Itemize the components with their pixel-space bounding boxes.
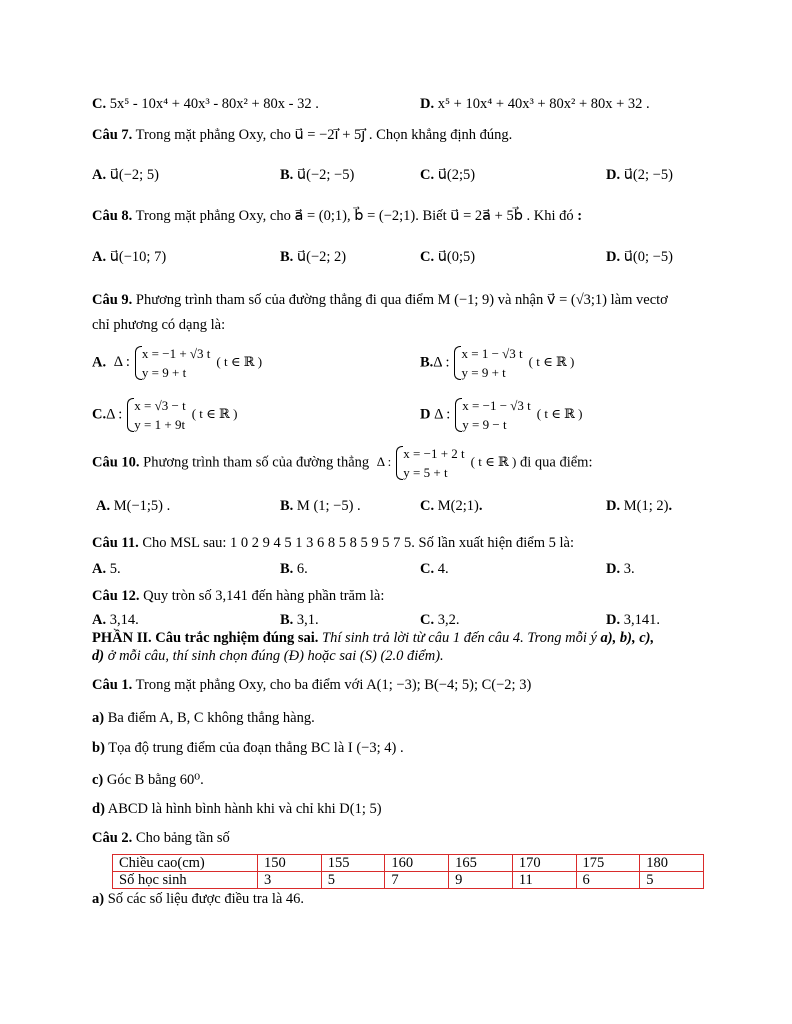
q12-option-d bbox=[606, 612, 660, 629]
q8-option-a bbox=[92, 249, 166, 266]
option-label: A. bbox=[92, 561, 107, 577]
option-text: u⃗(−2; 5) bbox=[109, 167, 159, 183]
table-cell: Số học sinh bbox=[113, 872, 258, 889]
q7-option-d bbox=[606, 167, 673, 184]
option-text: u⃗(0; −5) bbox=[623, 249, 673, 265]
table-cell: 175 bbox=[576, 855, 640, 872]
section-title: PHẦN II. Câu trắc nghiệm đúng sai. bbox=[92, 630, 319, 646]
delta-symbol: Δ : bbox=[106, 406, 123, 423]
option-label: C. bbox=[420, 498, 435, 514]
question-text: Trong mặt phẳng Oxy, cho ba điểm với A(1; −3); B(−4; 5); C(−2; 3) bbox=[135, 677, 532, 693]
option-label: B. bbox=[280, 167, 294, 183]
statement-label: d) bbox=[92, 801, 105, 817]
part2-header-line2 bbox=[92, 648, 444, 665]
delta-symbol: Δ : bbox=[113, 354, 130, 371]
q11-option-c bbox=[420, 561, 449, 578]
option-label: A. bbox=[92, 612, 107, 628]
p2q1-statement-d bbox=[92, 801, 382, 818]
option-text: M(2;1) bbox=[437, 498, 479, 514]
question-label: Câu 9. bbox=[92, 292, 133, 308]
statement-text: Số các số liệu được điều tra là 46. bbox=[107, 891, 305, 907]
option-label: B. bbox=[280, 249, 294, 265]
option-label: A. bbox=[96, 498, 111, 514]
option-label: C. bbox=[92, 96, 107, 112]
table-cell: 155 bbox=[321, 855, 385, 872]
statement-text: Tọa độ trung điểm của đoạn thẳng BC là I (−3; 4) . bbox=[108, 740, 404, 756]
p2q1-statement-b bbox=[92, 740, 404, 757]
question-label: Câu 7. bbox=[92, 127, 133, 143]
question-label: Câu 8. bbox=[92, 208, 133, 224]
q11-stem bbox=[92, 535, 574, 552]
delta-symbol: Δ : bbox=[434, 406, 451, 423]
statement-label: a) bbox=[92, 891, 105, 907]
option-label: C. bbox=[420, 249, 435, 265]
q8-option-c bbox=[420, 249, 475, 266]
option-text: u⃗(−2; −5) bbox=[296, 167, 355, 183]
option-label: B. bbox=[420, 354, 434, 371]
q12-option-b bbox=[280, 612, 319, 629]
question-text: Cho MSL sau: 1 0 2 9 4 5 1 3 6 8 5 8 5 9 5 7 5. Số lần xuất hiện điểm 5 là: bbox=[142, 535, 574, 551]
q8-option-b bbox=[280, 249, 346, 266]
question-text-end: đi qua điểm: bbox=[519, 454, 593, 471]
p2q2-stem bbox=[92, 830, 230, 847]
option-label: C. bbox=[420, 612, 435, 628]
parameter-domain: ( t ∈ ℝ ) bbox=[528, 354, 575, 370]
option-text: 5. bbox=[109, 561, 121, 577]
option-text: 3,14. bbox=[109, 612, 139, 628]
table-cell: 180 bbox=[640, 855, 704, 872]
table-row bbox=[113, 872, 704, 889]
option-label: D. bbox=[606, 167, 621, 183]
option-text: 3,2. bbox=[437, 612, 460, 628]
equation-x: x = √3 − t bbox=[134, 398, 186, 413]
equation-y: y = 1 + 9t bbox=[134, 417, 186, 432]
table-cell: 7 bbox=[385, 872, 449, 889]
delta-symbol: Δ : bbox=[433, 354, 450, 371]
q10-option-d: D. M(1; 2). bbox=[606, 498, 673, 514]
frequency-table bbox=[112, 854, 704, 889]
option-label: C. bbox=[420, 561, 435, 577]
option-label: D. bbox=[606, 498, 621, 514]
section-instruction-emphasis: d) bbox=[92, 648, 105, 664]
option-text: M (1; −5) . bbox=[296, 498, 361, 514]
option-label: D bbox=[420, 406, 431, 423]
option-text: u⃗(2; −5) bbox=[623, 167, 673, 183]
question-text: Trong mặt phẳng Oxy, cho u⃗ = −2i⃗ + 5j⃗ . Chọn khẳng định đúng. bbox=[135, 127, 513, 143]
parameter-domain: ( t ∈ ℝ ) bbox=[470, 454, 517, 470]
option-label: D. bbox=[606, 561, 621, 577]
option-text: 3,1. bbox=[296, 612, 319, 628]
option-label: D. bbox=[606, 249, 621, 265]
question-label: Câu 1. bbox=[92, 677, 133, 693]
equation-y: y = 9 + t bbox=[461, 365, 506, 380]
option-text: 4. bbox=[437, 561, 449, 577]
option-label: A. bbox=[92, 249, 107, 265]
option-text: u⃗(0;5) bbox=[437, 249, 476, 265]
equation-system bbox=[125, 396, 185, 434]
table-cell: 6 bbox=[576, 872, 640, 889]
table-cell: 11 bbox=[512, 872, 576, 889]
question-text: Cho bảng tần số bbox=[135, 830, 230, 846]
option-label: B. bbox=[280, 561, 294, 577]
q11-option-b bbox=[280, 561, 308, 578]
part2-header bbox=[92, 630, 654, 647]
option-text: u⃗(2;5) bbox=[437, 167, 476, 183]
equation-system bbox=[452, 344, 522, 382]
equation-x: x = 1 − √3 t bbox=[461, 346, 523, 361]
q8-option-d bbox=[606, 249, 673, 266]
option-text: M(1; 2) bbox=[623, 498, 669, 514]
table-cell: 9 bbox=[449, 872, 513, 889]
q7-stem bbox=[92, 127, 512, 144]
question-text: Phương trình tham số của đường thẳng đi qua điểm M (−1; 9) và nhận v⃗ = (√3;1) làm vectơ bbox=[135, 292, 668, 308]
q6-option-c bbox=[92, 96, 319, 113]
p2q1-statement-a bbox=[92, 710, 315, 727]
q10-option-b bbox=[280, 498, 361, 515]
equation-y: y = 5 + t bbox=[403, 465, 448, 480]
table-cell: 5 bbox=[321, 872, 385, 889]
option-label: A. bbox=[92, 354, 107, 371]
q11-option-d bbox=[606, 561, 635, 578]
q9-stem-line2 bbox=[92, 317, 225, 334]
question-text: Trong mặt phẳng Oxy, cho a⃗ = (0;1), b⃗ = (−2;1). Biết u⃗ = 2a⃗ + 5b⃗ . Khi đó bbox=[135, 208, 574, 224]
option-label: B. bbox=[280, 612, 294, 628]
statement-label: a) bbox=[92, 710, 105, 726]
equation-x: x = −1 + √3 t bbox=[141, 346, 211, 361]
statement-text: Ba điểm A, B, C không thẳng hàng. bbox=[107, 710, 315, 726]
option-text: M(−1;5) . bbox=[113, 498, 171, 514]
q11-option-a bbox=[92, 561, 121, 578]
p2q2-statement-a bbox=[92, 891, 304, 908]
equation-x: x = −1 + 2 t bbox=[403, 446, 465, 461]
question-text: Quy tròn số 3,141 đến hàng phần trăm là: bbox=[143, 588, 385, 604]
equation-system bbox=[394, 444, 464, 482]
table-cell: 165 bbox=[449, 855, 513, 872]
table-cell: 150 bbox=[258, 855, 322, 872]
question-label: Câu 11. bbox=[92, 535, 139, 551]
question-text: Phương trình tham số của đường thẳng bbox=[143, 454, 370, 471]
parameter-domain: ( t ∈ ℝ ) bbox=[536, 406, 583, 422]
colon: : bbox=[577, 208, 583, 224]
option-text: x⁵ + 10x⁴ + 40x³ + 80x² + 80x + 32 . bbox=[437, 96, 650, 112]
p2q1-stem bbox=[92, 677, 531, 694]
option-label: C. bbox=[92, 406, 107, 423]
equation-system bbox=[453, 396, 531, 434]
equation-y: y = 9 + t bbox=[141, 365, 187, 380]
option-text: 5x⁵ - 10x⁴ + 40x³ - 80x² + 80x - 32 . bbox=[109, 96, 319, 112]
table-cell: 3 bbox=[258, 872, 322, 889]
option-label: C. bbox=[420, 167, 435, 183]
statement-label: b) bbox=[92, 740, 105, 756]
q7-option-b bbox=[280, 167, 354, 184]
q7-option-a bbox=[92, 167, 159, 184]
option-label: D. bbox=[420, 96, 435, 112]
q12-stem bbox=[92, 588, 384, 605]
q12-option-c bbox=[420, 612, 459, 629]
statement-text: ABCD là hình bình hành khi và chỉ khi D(1; 5) bbox=[107, 801, 382, 817]
q8-stem bbox=[92, 208, 582, 225]
q12-option-a bbox=[92, 612, 139, 629]
table-cell: 170 bbox=[512, 855, 576, 872]
option-text: u⃗(−2; 2) bbox=[296, 249, 347, 265]
q7-option-c bbox=[420, 167, 475, 184]
statement-label: c) bbox=[92, 772, 104, 788]
equation-x: x = −1 − √3 t bbox=[462, 398, 531, 413]
question-label: Câu 2. bbox=[92, 830, 133, 846]
equation-y: y = 9 − t bbox=[462, 417, 507, 432]
option-text: u⃗(−10; 7) bbox=[109, 249, 167, 265]
table-cell: 160 bbox=[385, 855, 449, 872]
p2q1-statement-c bbox=[92, 772, 204, 789]
q9-option-b bbox=[420, 344, 574, 382]
option-text: 6. bbox=[296, 561, 308, 577]
option-label: B. bbox=[280, 498, 294, 514]
statement-text: Góc B bằng 60⁰. bbox=[106, 772, 204, 788]
table-row bbox=[113, 855, 704, 872]
table-cell: Chiều cao(cm) bbox=[113, 855, 258, 872]
parameter-domain: ( t ∈ ℝ ) bbox=[191, 406, 238, 422]
q9-option-d bbox=[420, 396, 583, 434]
option-label: A. bbox=[92, 167, 107, 183]
q10-option-a bbox=[96, 498, 170, 515]
q10-stem bbox=[92, 444, 592, 482]
q9-option-c bbox=[92, 396, 237, 434]
question-label: Câu 10. bbox=[92, 454, 140, 471]
table-cell: 5 bbox=[640, 872, 704, 889]
equation-system bbox=[133, 344, 211, 382]
q9-option-a bbox=[92, 344, 262, 382]
q6-option-d bbox=[420, 96, 650, 113]
question-text: chỉ phương có dạng là: bbox=[92, 317, 226, 333]
option-text: 3. bbox=[623, 561, 635, 577]
section-instruction: ở mỗi câu, thí sinh chọn đúng (Đ) hoặc sai (S) (2.0 điểm). bbox=[107, 648, 444, 664]
parameter-domain: ( t ∈ ℝ ) bbox=[216, 354, 263, 370]
section-instruction: Thí sinh trả lời từ câu 1 đến câu 4. Trong mỗi ý bbox=[322, 630, 597, 646]
delta-symbol: Δ : bbox=[376, 454, 392, 470]
question-label: Câu 12. bbox=[92, 588, 140, 604]
option-label: D. bbox=[606, 612, 621, 628]
q10-option-c: C. M(2;1). bbox=[420, 498, 483, 514]
q9-stem bbox=[92, 292, 668, 309]
section-instruction-emphasis: a), b), c), bbox=[600, 630, 655, 646]
option-text: 3,141. bbox=[623, 612, 660, 628]
